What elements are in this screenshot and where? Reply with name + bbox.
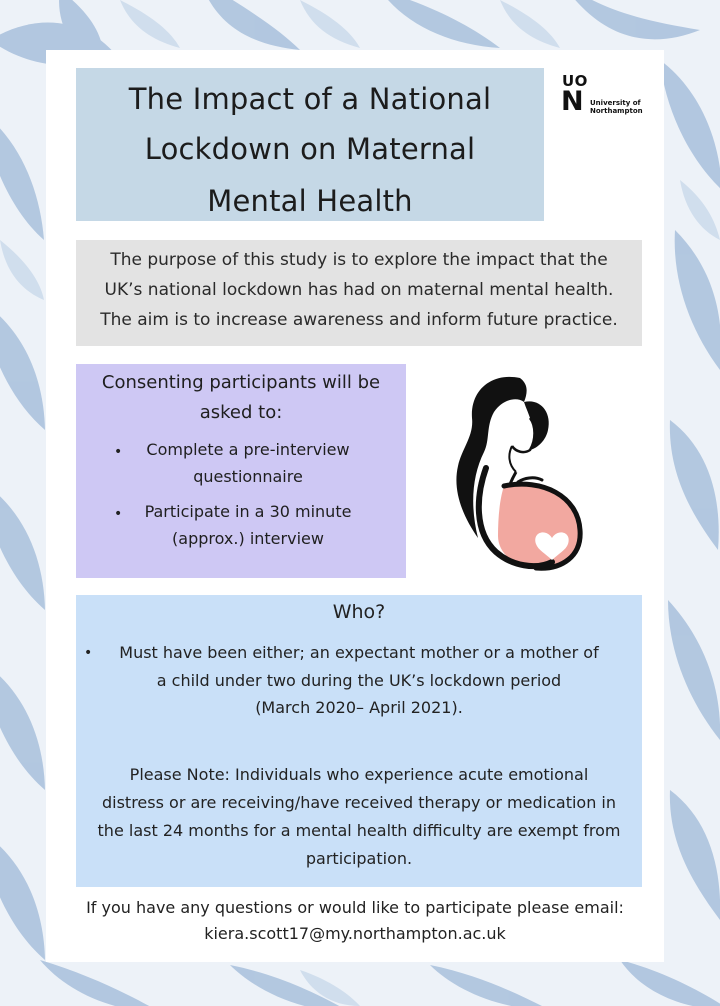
- logo-text: University of Northampton: [590, 99, 643, 115]
- contact-text: If you have any questions or would like to participate please email:: [86, 898, 624, 917]
- note-line-2: distress or are receiving/have received therapy or medication in: [101, 793, 617, 812]
- purpose-line-2: UK’s national lockdown has had on maternal mental health.: [104, 280, 614, 300]
- logo-mark-top: UO: [562, 72, 588, 90]
- who-heading: Who?: [332, 601, 386, 623]
- consent-item-1-line-2: questionnaire: [193, 467, 303, 486]
- title-line-3: Mental Health: [207, 184, 413, 218]
- criteria-line-1: Must have been either; an expectant mother or a mother of: [119, 643, 599, 662]
- purpose-box: [76, 240, 642, 346]
- consent-box: [76, 364, 406, 578]
- note-line-3: the last 24 months for a mental health difficulty are exempt from: [97, 821, 621, 840]
- note-line-1: Please Note: Individuals who experience acute emotional: [129, 765, 589, 784]
- note-line-4: participation.: [305, 849, 413, 868]
- title-box: [76, 68, 544, 221]
- bullet-icon: •: [114, 506, 123, 522]
- criteria-line-3: (March 2020– April 2021).: [255, 698, 463, 717]
- university-logo: [560, 68, 646, 128]
- consent-heading-line-2: asked to:: [199, 402, 283, 423]
- criteria-line-2: a child under two during the UK’s lockdown period: [156, 671, 562, 690]
- eligibility-box: [76, 595, 642, 887]
- pregnant-mother-icon: [412, 356, 624, 580]
- title-line-2: Lockdown on Maternal: [144, 132, 476, 166]
- flyer-sheet: [46, 50, 664, 962]
- consent-item-2-line-1: Participate in a 30 minute: [144, 502, 352, 521]
- consent-item-2-line-2: (approx.) interview: [172, 529, 324, 548]
- title-line-1: The Impact of a National: [128, 82, 492, 116]
- contact-email[interactable]: kiera.scott17@my.northampton.ac.uk: [204, 924, 506, 943]
- purpose-line-1: The purpose of this study is to explore the impact that the: [110, 250, 608, 270]
- bullet-icon: •: [114, 444, 123, 460]
- consent-item-1-line-1: Complete a pre-interview: [146, 440, 350, 459]
- logo-mark-bottom: N: [561, 86, 584, 117]
- purpose-line-3: The aim is to increase awareness and inform future practice.: [100, 310, 618, 330]
- bullet-icon: •: [84, 645, 93, 661]
- consent-heading-line-1: Consenting participants will be: [101, 372, 381, 393]
